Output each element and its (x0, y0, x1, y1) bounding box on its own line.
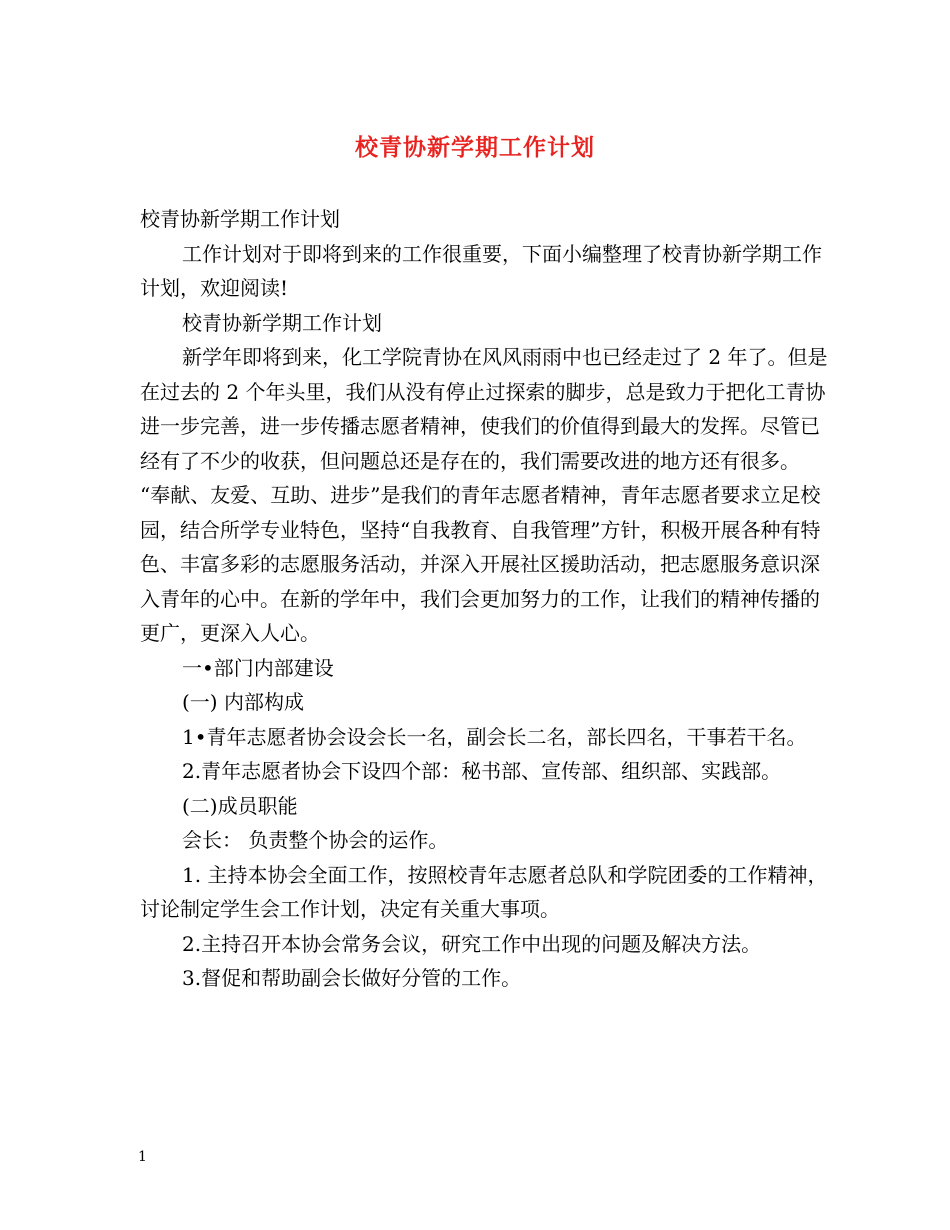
subsection-heading: (一) 内部构成 (182, 690, 304, 714)
list-item: 3.督促和帮助副会长做好分管的工作。 (182, 966, 522, 990)
document-title: 校青协新学期工作计划 (355, 134, 595, 161)
paragraph: 工作计划对于即将到来的工作很重要，下面小编整理了校青协新学期工作计划，欢迎阅读! (140, 241, 822, 300)
section-heading: 一•部门内部建设 (182, 655, 334, 680)
paragraph: 校青协新学期工作计划 (140, 207, 340, 231)
list-item: 2.青年志愿者协会下设四个部：秘书部、宣传部、组织部、实践部。 (182, 759, 782, 783)
paragraph: 会长： 负责整个协会的运作。 (182, 828, 449, 852)
page-number: 1 (138, 1149, 147, 1165)
paragraph: 新学年即将到来，化工学院青协在风风雨雨中也已经走过了 2 年了。但是在过去的 2 个年头里，我们从没有停止过探索的脚步，总是致力于把化工青协进一步完善，进一步传播志愿者精神，使我们的价值得到最大的发挥。尽管已经有了不少的收获，但问题总还是存在的，我们需要改进的地方还有很多。 “奉献、友爱、互助、进步”是我们的青年志愿者精神，青年志愿者要求立足校园，结合所学专业特色，坚持“自我教育、自我管理”方针，积极开展各种有特色、丰富多彩的志愿服务活动，并深入开展社区援助活动，把志愿服务意识深入青年的心中。在新的学年中，我们会更加努力的工作，让我们的精神传播的更广，更深入人心。 (140, 345, 828, 645)
paragraph: 校青协新学期工作计划 (182, 310, 382, 335)
list-item: 2.主持召开本协会常务会议，研究工作中出现的问题及解决方法。 (182, 931, 762, 956)
document-body (140, 202, 830, 996)
subsection-heading: (二)成员职能 (182, 793, 298, 818)
list-item: 1•青年志愿者协会设会长一名，副会长二名，部长四名，干事若干名。 (182, 724, 807, 749)
list-item: 1. 主持本协会全面工作，按照校青年志愿者总队和学院团委的工作精神，讨论制定学生会工作计划，决定有关重大事项。 (140, 862, 828, 921)
